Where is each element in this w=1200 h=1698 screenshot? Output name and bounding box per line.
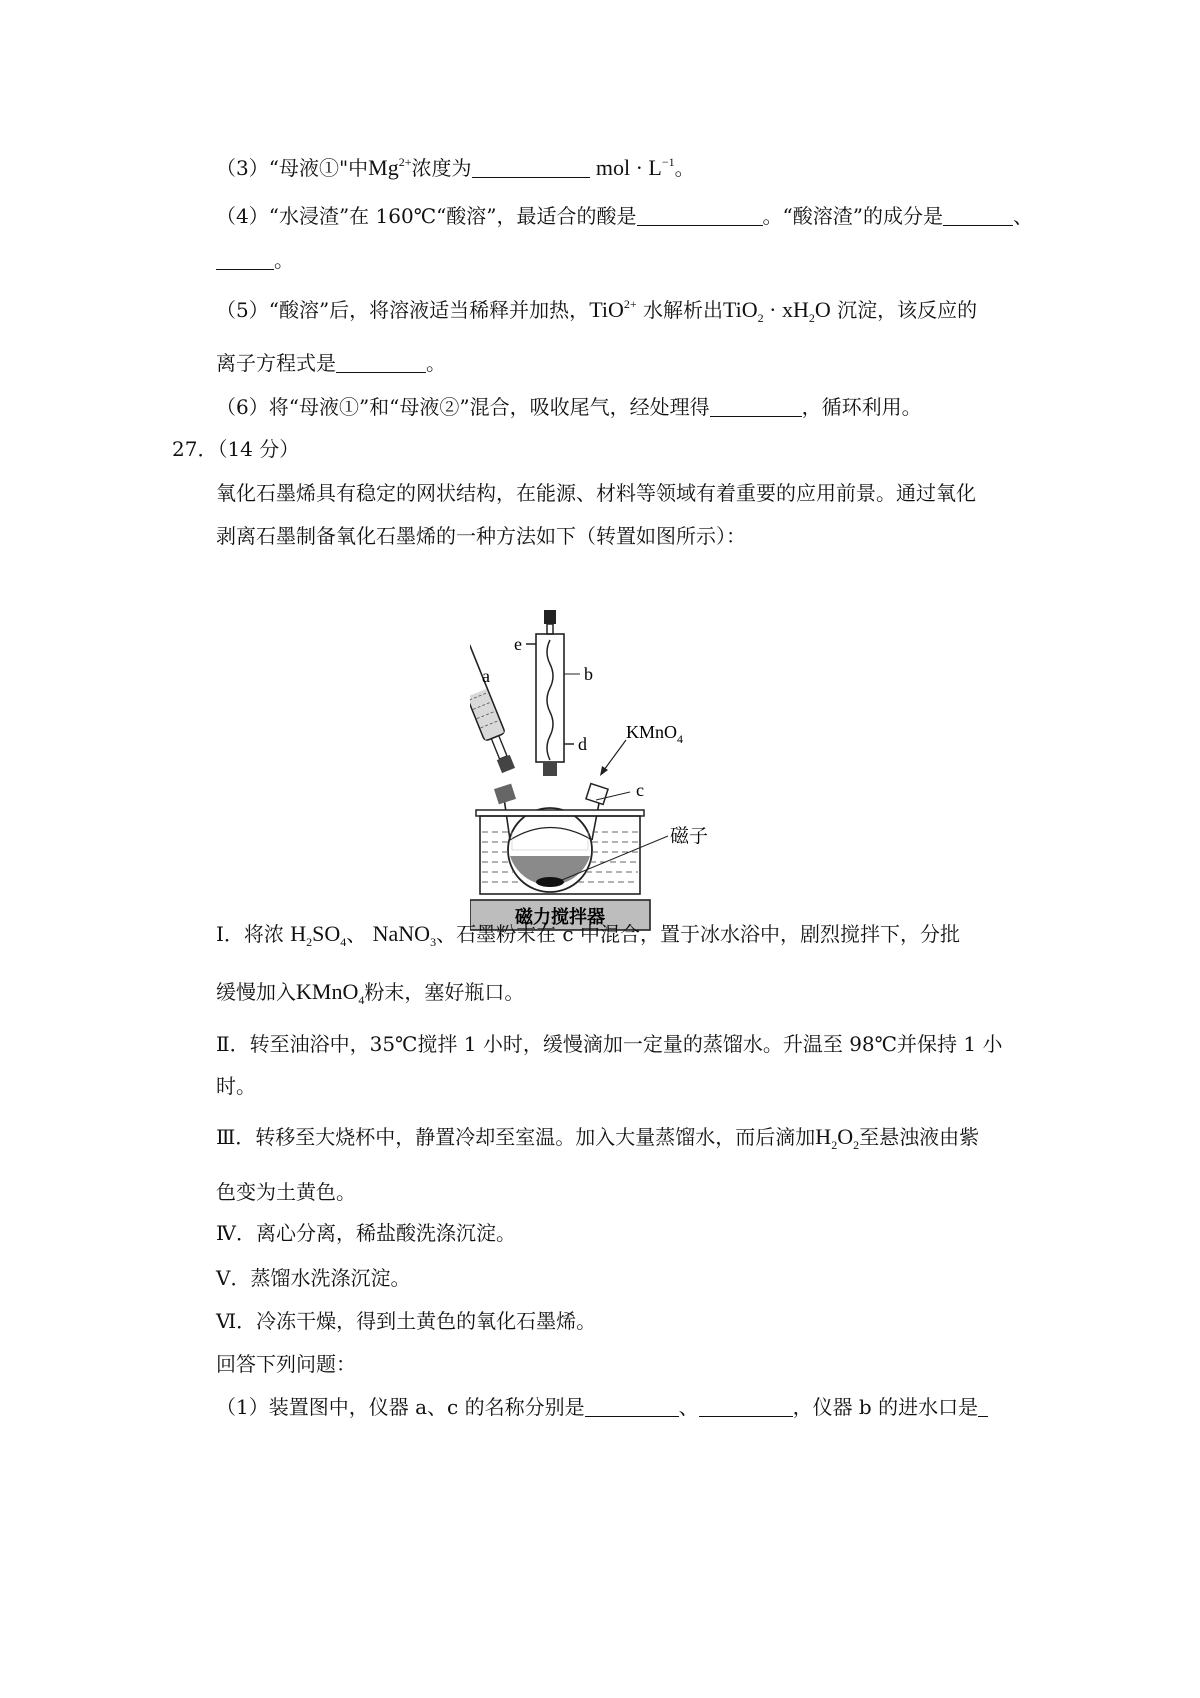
unit: mol · $L^{-1}$ — [595, 155, 675, 180]
tio-ion: TiO$^{2+}$ — [589, 297, 637, 322]
step-3: Ⅲ．转移至大烧杯中，静置冷却至室温。加入大量蒸馏水，而后滴加$H_2O_2$至悬浊液由紫 — [216, 1124, 980, 1152]
step-1-cont: 缓慢加入KMnO$_4$粉末，塞好瓶口。 — [216, 979, 525, 1007]
q26-part4-cont: 。 — [216, 246, 294, 274]
label-c: c — [636, 780, 644, 800]
label-a: a — [482, 666, 490, 686]
label-e: e — [514, 634, 522, 654]
h2so4: $H_2SO_4$ — [290, 921, 347, 949]
q26-part5-cont: 离子方程式是 。 — [216, 351, 446, 375]
label-b: b — [584, 664, 593, 684]
tio2-hydrate: $TiO_2 \cdot xH_2O$ — [723, 297, 831, 325]
kmno4-label: KMnO$_4$ — [626, 722, 684, 746]
label-d: d — [578, 734, 587, 754]
answer-blank[interactable] — [943, 205, 1013, 226]
q26-part4: （4）“水浸渣”在 160℃“酸溶”，最适合的酸是 。“酸溶渣”的成分是 、 — [216, 204, 1033, 228]
answer-blank[interactable] — [699, 1396, 793, 1417]
answer-blank[interactable] — [637, 205, 763, 226]
q26-part5: （5）“酸溶”后，将溶液适当稀释并加热，TiO$^{2+}$ 水解析出$TiO_2 \cdot xH_2O$ 沉淀，该反应的 — [216, 297, 978, 325]
answer-blank[interactable] — [978, 1396, 988, 1417]
stirrer-label: 磁力搅拌器 — [515, 907, 605, 927]
step-1: Ⅰ．将浓 $H_2SO_4$、 NaNO$_3$、石墨粉末在 c 中混合，置于冰水浴中，剧烈搅拌下，分批 — [216, 921, 960, 949]
q27-intro-line2: 剥离石墨制备氧化石墨烯的一种方法如下（转置如图所示）： — [216, 524, 746, 548]
step-5: Ⅴ．蒸馏水洗涤沉淀。 — [216, 1266, 411, 1290]
step-6: Ⅵ．冷冻干燥，得到土黄色的氧化石墨烯。 — [216, 1309, 597, 1333]
magnet-label: 磁子 — [670, 826, 709, 847]
step-2-cont: 时。 — [216, 1074, 256, 1098]
sub-question-1: （1）装置图中，仪器 a、c 的名称分别是 、 ，仪器 b 的进水口是 — [216, 1393, 988, 1421]
q26-part3: （3）“母液①"中$Mg^{2+}$浓度为 mol · $L^{-1}$。 — [216, 155, 695, 180]
q27-intro-line1: 氧化石墨烯具有稳定的网状结构，在能源、材料等领域有着重要的应用前景。通过氧化 — [216, 481, 976, 505]
step-3-cont: 色变为土黄色。 — [216, 1180, 356, 1204]
answer-blank[interactable] — [472, 157, 590, 178]
mg-ion: $Mg^{2+}$ — [368, 155, 412, 180]
kmno4: KMnO$_4$ — [296, 979, 365, 1007]
answer-blank[interactable] — [585, 1396, 679, 1417]
step-4: Ⅳ．离心分离，稀盐酸洗涤沉淀。 — [216, 1221, 516, 1245]
answer-blank[interactable] — [336, 352, 426, 373]
answer-prompt: 回答下列问题： — [216, 1352, 356, 1376]
step-2: Ⅱ．转至油浴中，35℃搅拌 1 小时，缓慢滴加一定量的蒸馏水。升温至 98℃并保持 1 小 — [216, 1032, 1003, 1056]
nano3: NaNO$_3$ — [372, 921, 437, 949]
q26-part6: （6）将“母液①”和“母液②”混合，吸收尾气，经处理得 ，循环利用。 — [216, 395, 922, 419]
h2o2: $H_2O_2$ — [815, 1124, 860, 1152]
answer-blank[interactable] — [710, 396, 802, 417]
answer-blank[interactable] — [216, 249, 274, 270]
q27-header: 27．（14 分） — [172, 437, 300, 461]
